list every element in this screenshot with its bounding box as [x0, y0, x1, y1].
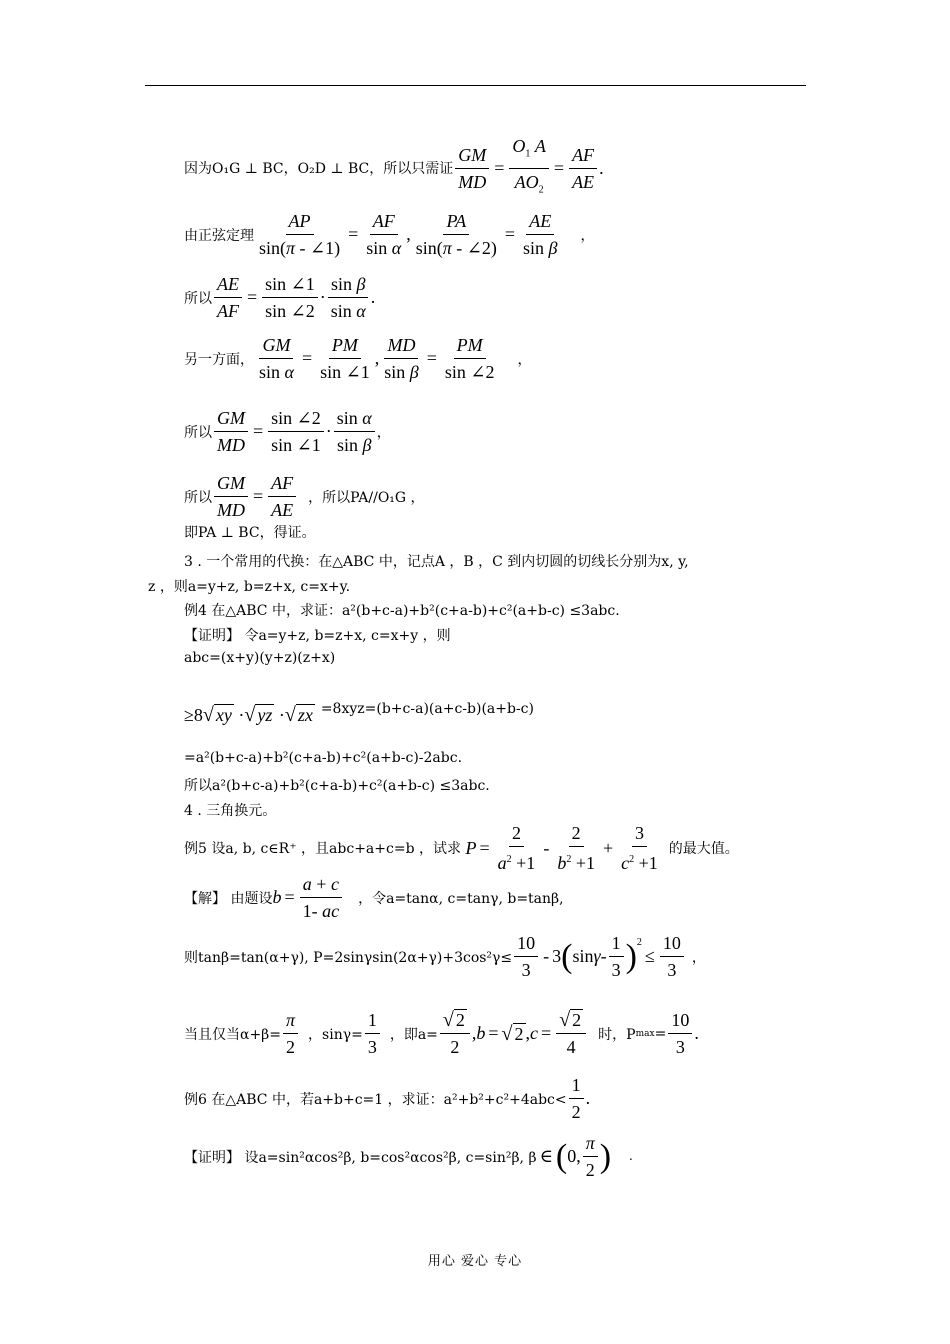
formula: P = $\frac{2}{a^2 +1}$ - $\frac{2}{b^2 +1}$ + $\frac{3}{c^2 +1}$ [461, 823, 658, 873]
line-18 [184, 932, 706, 981]
line-6 [184, 472, 425, 521]
text: ，sinγ= [308, 1026, 363, 1043]
line-1 [184, 135, 604, 201]
text: 例5 设a, b, c∈R⁺ ，且abc+a+c=b ，试求 [184, 841, 461, 857]
line-11: abc=(x+y)(y+z)(z+x) [184, 650, 336, 666]
line-7: 即PA ⊥ BC，得证。 [184, 525, 316, 541]
text: 另一方面， [184, 351, 254, 368]
text: 【证明】 设a=sin²αcos²β, b=cos²αcos²β, c=sin²β, β [184, 1149, 537, 1166]
formula: $\frac{10}{3}$ - 3 ( sin γ - $\frac{1}{3}$ ) $^2$ ≤ $\frac{10}{3}$ ， [512, 932, 706, 981]
text: 时，P [598, 1026, 636, 1043]
formula: $\frac{GM}{MD}$ = $\frac{\sin \angle 2}{\sin \angle 1}$ · $\frac{\text{sin α}}{\text{sin β}}$ ， [212, 407, 391, 456]
text: 【解】 由题设 [184, 890, 273, 907]
line-5 [184, 407, 391, 456]
header-rule [145, 85, 806, 86]
line-14: 所以a²(b+c-a)+b²(c+a-b)+c²(a+b-c) ≤3abc. [184, 778, 490, 794]
text: 由正弦定理 [184, 227, 254, 244]
formula: $\frac{GM}{\text{sin α}}$ = $\frac{PM}{\sin \angle 1}$ , $\frac{MD}{\text{sin β}}$ = $\frac{PM}{\sin \angle 2}$ ， [259, 335, 532, 382]
text: 当且仅当α+β= [184, 1026, 282, 1043]
text: 因为O₁G ⊥ BC，O₂D ⊥ BC，所以只需证 [184, 161, 454, 178]
text: 所以 [184, 290, 212, 307]
text: 所以 [184, 489, 212, 506]
formula: $\frac{GM}{MD}$ = $\frac{AF}{AE}$ [212, 472, 298, 521]
line-17 [184, 873, 564, 922]
formula: $\frac{\pi}{2}$ [281, 1009, 300, 1058]
text: ，所以PA//O₁G ， [308, 489, 425, 506]
formula: ∈ ( 0, $\frac{\pi}{2}$ ) . [539, 1133, 633, 1180]
text: 例6 在△ABC 中，若a+b+c=1 ，求证：a²+b²+c²+4abc< [184, 1091, 567, 1108]
line-13: =a²(b+c-a)+b²(c+a-b)+c²(a+b-c)-2abc. [184, 750, 463, 766]
line-10: 【证明】 令a=y+z, b=z+x, c=x+y ，则 [184, 628, 451, 644]
line-21 [184, 1132, 633, 1181]
formula: $\frac{GM}{MD}$ = $\frac{O_1 A}{AO_2}$ = $\frac{AF}{AE}$ . [453, 135, 603, 201]
formula: b = $\frac{a + c}{1- ac}$ [272, 873, 344, 922]
page-footer: 用心 爱心 专心 [427, 1254, 523, 1269]
line-8a: 3 . 一个常用的代换：在△ABC 中，记点A ，B ，C 到内切圆的切线长分别为x, y, [184, 554, 689, 570]
text: 所以 [184, 424, 212, 441]
text: max [635, 1028, 655, 1039]
formula: $\frac{1}{3}$ [363, 1009, 382, 1058]
line-2 [184, 210, 594, 259]
text: ，令a=tanα, c=tanγ, b=tanβ, [358, 890, 564, 907]
formula: $\frac{AE}{AF}$ = $\frac{\sin \angle 1}{\sin \angle 2}$ · $\frac{\text{sin β}}{\text{sin α}}$ . [212, 273, 375, 322]
line-8b: z ，则a=y+z, b=z+x, c=x+y. [148, 579, 351, 595]
formula: $\frac{AP}{\sin(\pi - \angle 1)}$ = $\frac{AF}{\text{sin α}}$ , $\frac{PA}{\sin(\pi - \angle 2)}$ = $\frac{AE}{\text{sin β}}$ ， [259, 211, 595, 258]
text: 的最大值。 [668, 841, 739, 857]
line-9: 例4 在△ABC 中，求证：a²(b+c-a)+b²(c+a-b)+c²(a+b-c) ≤3abc. [184, 603, 620, 619]
formula: $\frac{10}{3}$ . [666, 1009, 699, 1058]
formula: √ 2 2 , b = √ 2 , c = √ 2 4 [438, 1009, 588, 1058]
line-12 [184, 701, 534, 726]
line-20 [184, 1074, 590, 1123]
text: ，即a= [389, 1026, 438, 1043]
formula: ≥8 √ xy · √ yz · √ zx [184, 704, 313, 726]
line-4 [184, 334, 531, 383]
text: 则tanβ=tan(α+γ), P=2sinγsin(2α+γ)+3cos²γ≤ [184, 949, 513, 966]
line-3 [184, 273, 375, 322]
line-19: 当且仅当α+β= $\frac{\pi}{2}$ ，sinγ= $\frac{1}{3}$ ，即a= √ 2 2 , b = √ 2 , c = √ 2 4 时，P max = $\frac{10}{3}$ . [184, 1009, 699, 1057]
line-16 [184, 822, 739, 874]
line-15: 4 . 三角换元。 [184, 803, 277, 819]
formula: $\frac{1}{2}$ . [567, 1074, 591, 1123]
text: =8xyz=(b+c-a)(a+c-b)(a+b-c) [320, 701, 534, 717]
